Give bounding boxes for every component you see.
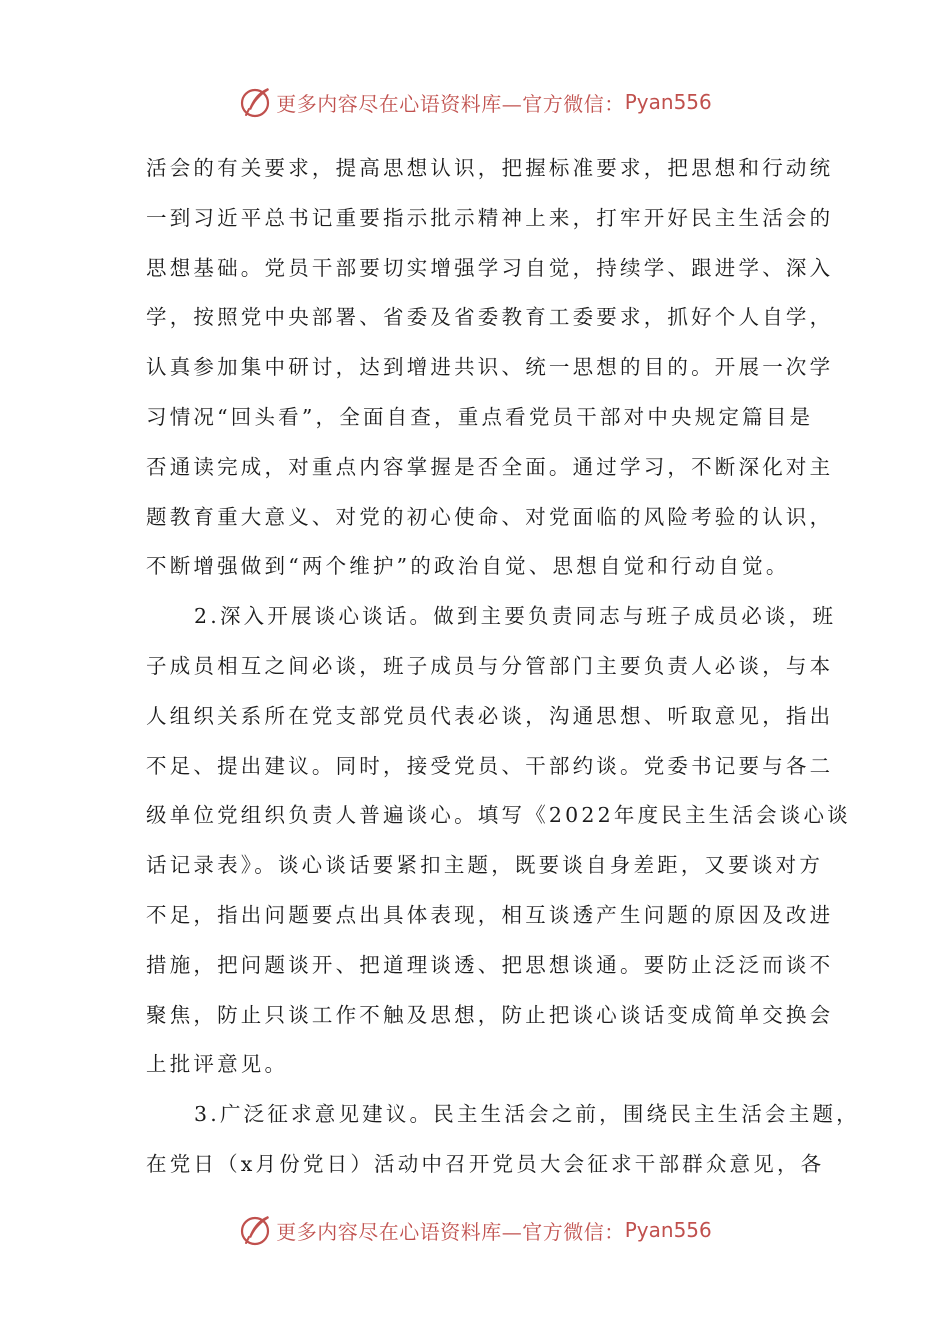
text-line: 思想基础。党员干部要切实增强学习自觉，持续学、跟进学、深入 [146,255,834,280]
text-line: 习情况“回头看”，全面自查，重点看党员干部对中央规定篇目是 [146,404,814,429]
quill-logo-icon [238,1213,272,1247]
text-line: 否通读完成，对重点内容掌握是否全面。通过学习，不断深化对主 [146,454,834,479]
quill-logo-icon [238,85,272,119]
header-banner [0,82,950,122]
text-line: 题教育重大意义、对党的初心使命、对党面临的风险考验的认识， [146,504,834,529]
footer-banner [0,1210,950,1250]
document-body [146,144,860,1190]
text-line: 一到习近平总书记重要指示批示精神上来，打牢开好民主生活会的 [146,205,834,230]
text-line: 聚焦，防止只谈工作不触及思想，防止把谈心谈话变成简单交换会 [146,1002,834,1027]
text-line: 子成员相互之间必谈，班子成员与分管部门主要负责人必谈，与本 [146,653,834,678]
text-line: 上批评意见。 [146,1052,289,1077]
text-line: 人组织关系所在党支部党员代表必谈，沟通思想、听取意见，指出 [146,703,834,728]
text-line: 级单位党组织负责人普遍谈心。填写《2022年度民主生活会谈心谈 [146,803,851,828]
text-line: 2.深入开展谈心谈话。做到主要负责同志与班子成员必谈，班 [194,604,837,629]
text-line: 不断增强做到“两个维护”的政治自觉、思想自觉和行动自觉。 [146,554,790,579]
text-line: 不足、提出建议。同时，接受党员、干部约谈。党委书记要与各二 [146,753,834,778]
header-wechat-id: Pyan556 [624,90,712,114]
text-line: 不足，指出问题要点出具体表现，相互谈透产生问题的原因及改进 [146,902,834,927]
text-line: 话记录表》。谈心谈话要紧扣主题，既要谈自身差距，又要谈对方 [146,853,824,878]
footer-wechat-id: Pyan556 [624,1218,712,1242]
text-line: 措施，把问题谈开、把道理谈透、把思想谈通。要防止泛泛而谈不 [146,952,834,977]
text-line: 学，按照党中央部署、省委及省委教育工委要求，抓好个人自学， [146,305,834,330]
text-line: 活会的有关要求，提高思想认识，把握标准要求，把思想和行动统 [146,156,834,180]
text-line: 认真参加集中研讨，达到增进共识、统一思想的目的。开展一次学 [146,355,834,380]
text-line: 在党日（x月份党日）活动中召开党员大会征求干部群众意见，各 [146,1151,825,1176]
text-line: 3.广泛征求意见建议。民主生活会之前，围绕民主生活会主题， [194,1102,860,1127]
header-banner-text: 更多内容尽在心语资料库—官方微信： [276,91,625,116]
footer-banner-text: 更多内容尽在心语资料库—官方微信： [276,1219,625,1244]
